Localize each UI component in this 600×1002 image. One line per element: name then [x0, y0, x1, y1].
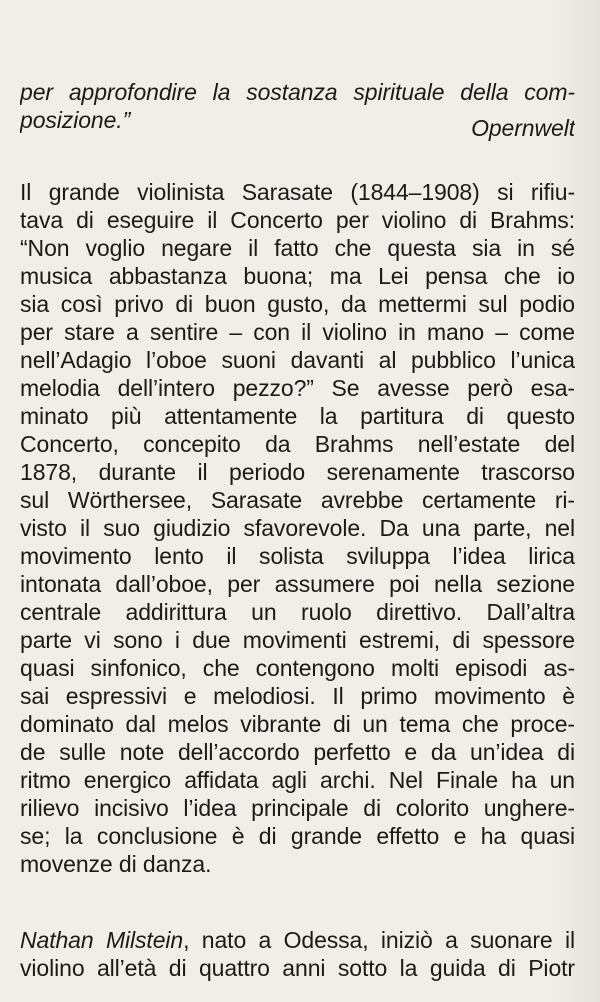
quote-line: posizione.”	[20, 107, 131, 133]
paragraph-line: melodia dell’intero pezzo?” Se avesse però esa-	[20, 375, 575, 401]
paragraph-line: dominato dal melos vibrante di un tema che proce-	[20, 711, 575, 737]
paragraph-line: movimento lento il solista sviluppa l’idea lirica	[20, 543, 575, 569]
paragraph-line: movenze di danza.	[20, 851, 212, 877]
paragraph-text: , nato a Odessa, iniziò a suonare il	[183, 927, 575, 953]
paragraph-line: nell’Adagio l’oboe suoni davanti al pubblico l’unica	[20, 347, 575, 373]
quote-line: per approfondire la sostanza spirituale della com-	[20, 79, 575, 105]
paragraph-line: rilievo incisivo l’idea principale di colorito unghere-	[20, 795, 575, 821]
paragraph-line: visto il suo giudizio sfavorevole. Da una parte, nel	[20, 515, 575, 541]
paragraph-line: quasi sinfonico, che contengono molti episodi as-	[20, 655, 575, 681]
paragraph-line: violino all’età di quattro anni sotto la guida di Piotr	[20, 955, 575, 981]
paragraph-line: parte vi sono i due movimenti estremi, di spessore	[20, 627, 575, 653]
paragraph-line: sul Wörthersee, Sarasate avrebbe certamente ri-	[20, 487, 575, 513]
artist-name: Nathan Milstein	[20, 927, 184, 953]
paragraph-line: se; la conclusione è di grande effetto e ha quasi	[20, 823, 575, 849]
paragraph-line: tava di eseguire il Concerto per violino di Brahms:	[20, 207, 575, 233]
paragraph-line: minato più attentamente la partitura di questo	[20, 403, 575, 429]
paragraph-line	[20, 926, 575, 954]
paragraph-line: Concerto, concepito da Brahms nell’estate del	[20, 431, 575, 457]
paragraph-line: sai espressivi e melodiosi. Il primo movimento è	[20, 683, 575, 709]
paragraph-line: per stare a sentire – con il violino in mano – come	[20, 319, 575, 345]
paragraph-line: centrale addirittura un ruolo direttivo. Dall’altra	[20, 599, 575, 625]
paragraph-line: 1878, durante il periodo serenamente trascorso	[20, 459, 575, 485]
paragraph-line: ritmo energico affidata agli archi. Nel Finale ha un	[20, 767, 575, 793]
quote-source: Opernwelt	[471, 115, 575, 141]
paragraph-line: Il grande violinista Sarasate (1844–1908) si rifiu-	[20, 179, 575, 205]
paragraph-line: intonata dall’oboe, per assumere poi nella sezione	[20, 571, 575, 597]
paragraph-line: musica abbastanza buona; ma Lei pensa che io	[20, 263, 575, 289]
paragraph-line: de sulle note dell’accordo perfetto e da un’idea di	[20, 739, 575, 765]
paragraph-line: “Non voglio negare il fatto che questa sia in sé	[20, 235, 575, 261]
paragraph-line: sia così privo di buon gusto, da mettermi sul podio	[20, 291, 575, 317]
